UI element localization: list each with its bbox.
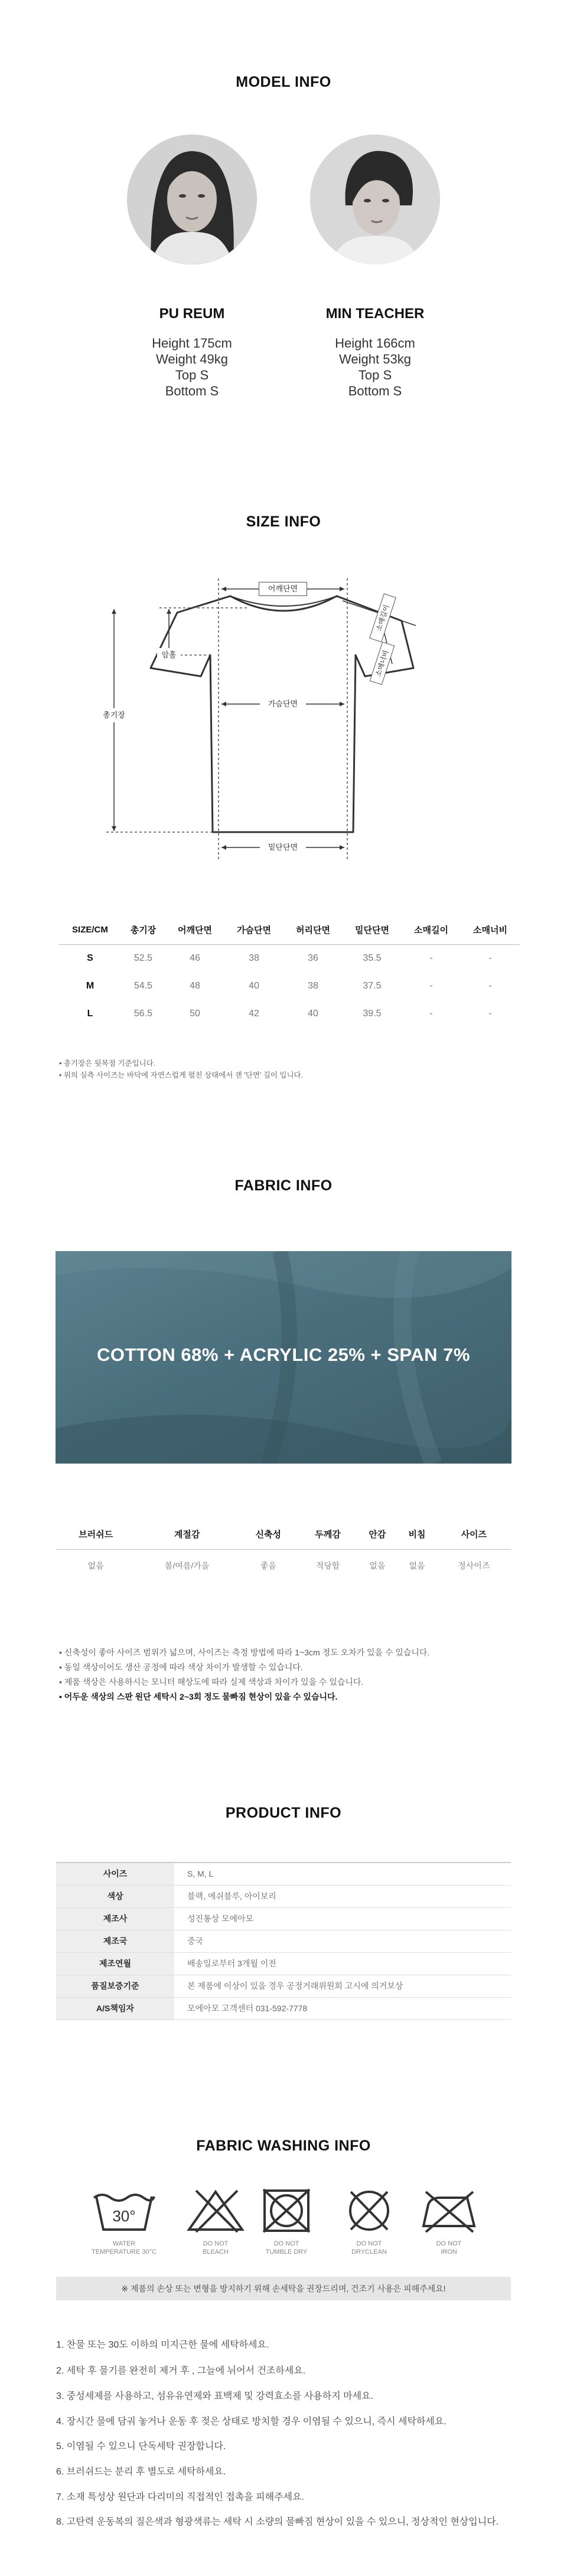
table-cell: 적당함 <box>315 1561 340 1571</box>
model-weight-2: Weight 53kg <box>339 352 411 366</box>
wash-label-line: IRON <box>441 2248 457 2256</box>
size-info-title: SIZE INFO <box>246 513 321 530</box>
wash-label-2 <box>174 2240 257 2256</box>
table-row <box>56 1997 511 2019</box>
fabric-attributes-table <box>56 1520 511 1582</box>
wash-note-2: 2. 세탁 후 물기를 완전히 제거 후 , 그늘에 뉘어서 건조하세요. <box>56 2366 306 2376</box>
table-cell: - <box>488 1008 492 1019</box>
wash-label-line: TEMPERATURE 30°C <box>92 2248 157 2256</box>
tshirt-size-diagram <box>0 567 567 873</box>
label-hem: 밑단단면 <box>260 840 306 855</box>
model-name-1: PU REUM <box>159 306 225 322</box>
fabric-note-2: • 동일 색상이어도 생산 공정에 따라 색상 차이가 발생할 수 있습니다. <box>59 1662 303 1672</box>
col-header: 안감 <box>357 1520 397 1549</box>
info-value: 성진통상 모에아모 <box>174 1907 511 1930</box>
table-cell: 37.5 <box>363 980 382 991</box>
table-cell: 정사이즈 <box>458 1561 490 1571</box>
wash-label-5 <box>408 2240 490 2256</box>
table-cell: 40 <box>308 1008 318 1019</box>
table-cell: S <box>87 953 93 963</box>
wash-label-1 <box>83 2240 165 2256</box>
col-header: SIZE/CM <box>59 916 121 944</box>
info-key: A/S책임자 <box>56 1997 174 2019</box>
fabric-note-1: • 신축성이 좋아 사이즈 범위가 넓으며, 사이즈는 측정 방법에 따라 1~3cm 정도 오차가 있을 수 있습니다. <box>59 1648 430 1657</box>
wash-label-line: WATER <box>112 2240 136 2247</box>
table-cell: 39.5 <box>363 1008 382 1019</box>
col-header: 소매너비 <box>461 916 520 944</box>
info-value: 배송일로부터 3개월 이전 <box>174 1952 511 1975</box>
label-armhole: 암홀 <box>157 648 181 662</box>
wash-label-line: DO NOT <box>436 2240 462 2247</box>
size-table-header <box>59 916 520 944</box>
table-cell: 38 <box>249 953 259 963</box>
table-cell: 없음 <box>369 1561 386 1571</box>
info-key: 사이즈 <box>56 1863 174 1885</box>
info-value: 본 제품에 이상이 있을 경우 공정거래위원회 고시에 의거보상 <box>174 1975 511 1997</box>
col-header: 사이즈 <box>437 1520 511 1549</box>
col-header: 신축성 <box>239 1520 298 1549</box>
table-cell: 40 <box>249 980 259 991</box>
table-row <box>56 1863 511 1885</box>
table-cell: 54.5 <box>133 980 153 991</box>
col-header: 가슴단면 <box>224 916 284 944</box>
label-chest: 가슴단면 <box>260 697 306 711</box>
wash-label-3 <box>245 2240 328 2256</box>
wash-note-8: 8. 고탄력 운동복의 질은색과 형광색류는 세탁 시 소량의 물빠짐 현상이 있을 수 있으니, 정상적인 현상입니다. <box>56 2517 499 2527</box>
model-top-2: Top S <box>358 368 392 382</box>
table-row <box>56 1907 511 1930</box>
model-photo-min-teacher <box>310 135 440 264</box>
table-cell: 봄/여름/가을 <box>164 1561 210 1571</box>
label-sleeve-length: 소매길이 <box>369 594 396 643</box>
col-header: 브러쉬드 <box>56 1520 135 1549</box>
table-row <box>56 1975 511 1997</box>
info-key: 제조연월 <box>56 1952 174 1975</box>
table-cell: 50 <box>190 1008 200 1019</box>
table-row <box>56 1930 511 1952</box>
size-note-2: • 위의 실측 사이즈는 바닥에 자연스럽게 펼친 상태에서 잰 '단면' 길이 입니다. <box>59 1071 304 1079</box>
washing-info-title: FABRIC WASHING INFO <box>196 2138 371 2154</box>
model-bottom-1: Bottom S <box>165 384 219 398</box>
fabric-note-3: • 제품 색상은 사용하시는 모니터 해상도에 따라 실제 색상과 차이가 있을 수 있습니다. <box>59 1677 364 1687</box>
model-bottom-2: Bottom S <box>348 384 402 398</box>
label-total-length: 총기장 <box>96 708 132 722</box>
wash-note-5: 5. 이염될 수 있으니 단독세탁 권장합니다. <box>56 2441 226 2451</box>
col-header: 두께감 <box>298 1520 358 1549</box>
table-cell: - <box>429 1008 433 1019</box>
size-note-1: • 총기장은 뒷목점 기준입니다. <box>59 1059 156 1068</box>
table-cell: M <box>86 980 94 991</box>
table-cell: 48 <box>190 980 200 991</box>
model-height-1: Height 175cm <box>152 336 232 351</box>
do-not-bleach-icon <box>183 2187 248 2237</box>
size-table <box>59 916 520 1027</box>
table-cell: - <box>429 953 433 963</box>
wash-note-3: 3. 중성세제를 사용하고, 섬유유연제와 표백제 및 강력효소를 사용하지 마세요. <box>56 2391 373 2401</box>
model-info-title: MODEL INFO <box>236 74 331 90</box>
fabric-info-title: FABRIC INFO <box>234 1177 333 1194</box>
table-cell: - <box>488 953 492 963</box>
table-cell: 없음 <box>409 1561 425 1571</box>
table-cell: 56.5 <box>133 1008 153 1019</box>
info-key: 제조국 <box>56 1930 174 1952</box>
fabric-texture-banner <box>56 1251 511 1464</box>
model-top-1: Top S <box>175 368 209 382</box>
col-header: 허리단면 <box>284 916 343 944</box>
info-key: 색상 <box>56 1885 174 1907</box>
wash-note-7: 7. 소재 특성상 원단과 다리미의 직접적인 접촉을 피해주세요. <box>56 2492 304 2502</box>
table-cell: 38 <box>308 980 318 991</box>
info-key: 제조사 <box>56 1907 174 1930</box>
info-value: S, M, L <box>174 1863 511 1885</box>
wash-label-line: TUMBLE DRY <box>265 2248 308 2256</box>
table-cell: 42 <box>249 1008 259 1019</box>
table-row <box>59 944 520 972</box>
table-cell: 좋음 <box>260 1561 276 1571</box>
table-row <box>59 1000 520 1027</box>
table-row <box>59 972 520 1000</box>
table-cell: - <box>429 980 433 991</box>
table-row <box>56 1952 511 1975</box>
table-cell: 36 <box>308 953 318 963</box>
table-cell: 35.5 <box>363 953 382 963</box>
wash-label-line: DO NOT <box>203 2240 229 2247</box>
fabric-note-bold: • 어두운 색상의 스판 원단 세탁시 2~3회 정도 물빠짐 현상이 있을 수 있습니다. <box>59 1692 338 1701</box>
col-header: 비침 <box>397 1520 436 1549</box>
info-key: 품질보증기준 <box>56 1975 174 1997</box>
do-not-dryclean-icon <box>337 2187 402 2237</box>
table-cell: L <box>87 1008 93 1019</box>
col-header: 계절감 <box>135 1520 239 1549</box>
col-header: 밑단단면 <box>343 916 402 944</box>
table-cell: - <box>488 980 492 991</box>
wash-note-1: 1. 찬물 또는 30도 이하의 미지근한 물에 세탁하세요. <box>56 2340 269 2350</box>
wash-label-4 <box>328 2240 410 2256</box>
model-height-2: Height 166cm <box>335 336 415 351</box>
wash-temp-text: 30° <box>112 2207 136 2225</box>
do-not-tumble-dry-icon <box>254 2187 319 2237</box>
wash-note-6: 6. 브러쉬드는 분리 후 별도로 세탁하세요. <box>56 2467 226 2477</box>
wash-label-line: DO NOT <box>356 2240 382 2247</box>
wash-30-icon <box>92 2189 157 2237</box>
wash-note-4: 4. 장시간 물에 담궈 놓거나 운동 후 젖은 상태로 방치할 경우 이염될 수 있으니, 즉시 세탁하세요. <box>56 2417 447 2427</box>
table-row <box>56 1549 511 1582</box>
product-info-title: PRODUCT INFO <box>225 1805 342 1821</box>
info-value: 모에아모 고객센터 031-592-7778 <box>174 1997 511 2019</box>
model-photo-pu-reum <box>127 135 257 264</box>
table-cell: 46 <box>190 953 200 963</box>
wash-label-line: BLEACH <box>202 2248 229 2256</box>
do-not-iron-icon <box>416 2187 481 2237</box>
table-row <box>56 1885 511 1907</box>
wash-label-line: DRYCLEAN <box>351 2248 387 2256</box>
product-info-table <box>56 1862 511 2020</box>
col-header: 총기장 <box>121 916 165 944</box>
label-sleeve-width: 소매너비 <box>370 641 395 685</box>
info-value: 중국 <box>174 1930 511 1952</box>
model-name-2: MIN TEACHER <box>325 306 425 322</box>
fabric-table-header <box>56 1520 511 1549</box>
label-shoulder: 어깨단면 <box>259 582 307 596</box>
info-value: 블랙, 에쉬블루, 아이보리 <box>174 1885 511 1907</box>
col-header: 어깨단면 <box>165 916 224 944</box>
washing-warning-banner: ※ 제품의 손상 또는 변형을 방지하기 위해 손세탁을 권장드리며, 건조기 사용은 피해주세요! <box>56 2277 511 2300</box>
wash-label-line: DO NOT <box>273 2240 299 2247</box>
model-weight-1: Weight 49kg <box>156 352 228 366</box>
table-cell: 없음 <box>87 1561 104 1571</box>
table-cell: 52.5 <box>133 953 153 963</box>
fabric-composition: COTTON 68% + ACRYLIC 25% + SPAN 7% <box>96 1344 470 1365</box>
col-header: 소매길이 <box>402 916 461 944</box>
